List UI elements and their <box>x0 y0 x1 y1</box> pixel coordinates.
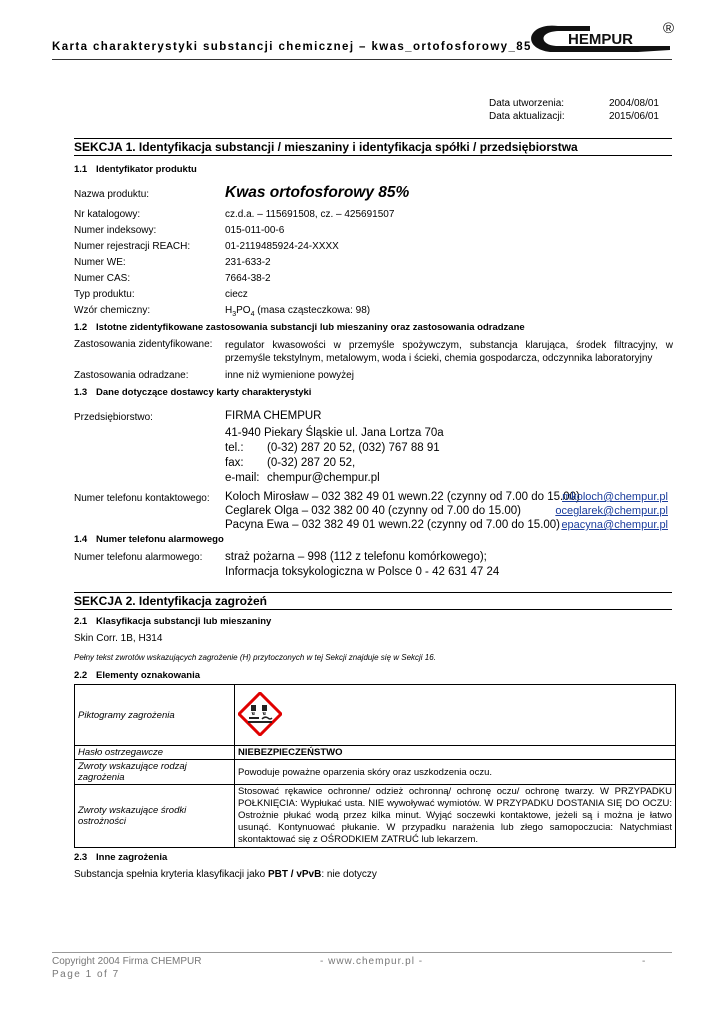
emergency-phone-1: straż pożarna – 998 (112 z telefonu komórkowego); <box>225 551 487 563</box>
footer-divider <box>52 952 672 953</box>
field-label: Numer WE: <box>74 257 126 268</box>
field-value: ciecz <box>225 289 248 300</box>
subsection-2-1: 2.1 Klasyfikacja substancji lub mieszaniny <box>74 616 272 627</box>
formula-value: $H_3PO_4$ (masa cząsteczkowa: 98) <box>225 305 371 318</box>
identified-uses-label: Zastosowania zidentyfikowane: <box>74 339 213 350</box>
document-header-title: Karta charakterystyki substancji chemicznej – kwas_ortofosforowy_85 <box>52 41 532 53</box>
registered-mark: ® <box>663 20 675 37</box>
field-label: Typ produktu: <box>74 289 135 300</box>
date-updated: Data aktualizacji: 2015/06/01 <box>489 111 659 122</box>
company-email: e-mail: chempur@chempur.pl <box>225 472 380 484</box>
subsection-1-4: 1.4 Numer telefonu alarmowego <box>74 534 224 545</box>
field-value: 01-2119485924-24-XXXX <box>225 241 339 252</box>
subsection-2-3: 2.3 Inne zagrożenia <box>74 852 168 863</box>
subsection-1-2: 1.2 Istotne zidentyfikowane zastosowania substancji lub mieszaniny oraz zastosowania odradzane <box>74 322 525 333</box>
subsection-1-1: 1.1 Identyfikator produktu <box>74 164 197 175</box>
footer-page-number: Page 1 of 7 <box>52 969 120 980</box>
corrosion-pictogram-icon <box>238 728 282 739</box>
signal-word-label: Hasło ostrzegawcze <box>75 746 235 760</box>
table-row <box>75 760 676 785</box>
product-name: Kwas ortofosforowy 85% <box>225 184 410 201</box>
pictograms-label: Piktogramy zagrożenia <box>75 685 235 746</box>
company-label: Przedsiębiorstwo: <box>74 412 153 423</box>
contact-phone-label: Numer telefonu kontaktowego: <box>74 493 210 504</box>
footer-copyright: Copyright 2004 Firma CHEMPUR <box>52 956 202 967</box>
logo-text: HEMPUR <box>568 31 634 48</box>
formula-label: Wzór chemiczny: <box>74 305 151 316</box>
field-value: 7664-38-2 <box>225 273 271 284</box>
subsection-2-2: 2.2 Elementy oznakowania <box>74 670 201 681</box>
contact-email-link[interactable]: epacyna@chempur.pl <box>561 519 668 531</box>
h-statements-note: Pełny tekst zwrotów wskazujących zagrożenie (H) przytoczonych w tej Sekcji znajduje się w Sekcji 16. <box>74 653 436 662</box>
date-created: Data utworzenia: 2004/08/01 <box>489 98 659 109</box>
contact-email-link[interactable]: mkoloch@chempur.pl <box>562 491 668 503</box>
precautionary-statements-value: Stosować rękawice ochronne/ odzież ochronną/ ochronę oczu/ ochronę twarzy. W PRZYPADKU POŁKNIĘCIA: Wypłukać usta. NIE wywoływać wymiotów. W PRZYPADKU DOSTANIA SIĘ DO OCZU: Ostrożnie płukać wodą przez kilka minut. Wyjąć soczewki kontaktowe, jeżeli są i można je łatwo usunąć. Kontynuować płukanie. W przypadku narażenia lub złego samopoczucia: Natychmiast skontaktować się z OŚRODKIEM ZATRUĆ lub lekarzem. <box>235 785 676 848</box>
hazard-statements-value: Powoduje poważne oparzenia skóry oraz uszkodzenia oczu. <box>235 760 676 785</box>
table-row <box>75 785 676 848</box>
table-row <box>75 746 676 760</box>
document-dates <box>489 97 659 123</box>
field-value: cz.d.a. – 115691508, cz. – 425691507 <box>225 209 395 220</box>
emergency-phone-label: Numer telefonu alarmowego: <box>74 552 203 563</box>
section-1-title: SEKCJA 1. Identyfikacja substancji / mieszaniny i identyfikacja spółki / przedsiębiorstwa <box>74 138 672 156</box>
company-tel: tel.: (0-32) 287 20 52, (032) 767 88 91 <box>225 442 440 454</box>
field-label: Numer indeksowy: <box>74 225 157 236</box>
contact-person: Ceglarek Olga – 032 382 00 40 (czynny od 7.00 do 15.00) <box>225 505 522 517</box>
table-row <box>75 685 676 746</box>
contact-person: Pacyna Ewa – 032 382 49 01 wewn.22 (czynny od 7.00 do 15.00) <box>225 519 561 531</box>
label-elements-table <box>74 684 676 848</box>
chempur-logo <box>520 18 690 58</box>
field-label: Nr katalogowy: <box>74 209 141 220</box>
field-label: Numer CAS: <box>74 273 131 284</box>
signal-word-value: NIEBEZPIECZEŃSTWO <box>235 746 676 760</box>
advised-against-value: inne niż wymienione powyżej <box>225 370 354 381</box>
subsection-1-3: 1.3 Dane dotyczące dostawcy karty charakterystyki <box>74 387 312 398</box>
header-divider <box>52 59 672 60</box>
company-name: FIRMA CHEMPUR <box>225 410 322 422</box>
classification: Skin Corr. 1B, H314 <box>74 633 163 644</box>
footer-website: - www.chempur.pl - <box>320 956 424 967</box>
section-2-title: SEKCJA 2. Identyfikacja zagrożeń <box>74 592 672 610</box>
company-address: 41-940 Piekary Śląskie ul. Jana Lortza 70a <box>225 427 444 439</box>
field-label: Numer rejestracji REACH: <box>74 241 191 252</box>
hazard-statements-label: Zwroty wskazujące rodzaj zagrożenia <box>75 760 235 785</box>
footer-dash: - <box>642 956 646 967</box>
advised-against-label: Zastosowania odradzane: <box>74 370 189 381</box>
emergency-phone-2: Informacja toksykologiczna w Polsce 0 - 42 631 47 24 <box>225 566 500 578</box>
field-value: 015-011-00-6 <box>225 225 285 236</box>
identified-uses-value: regulator kwasowości w przemyśle spożywczym, substancja klarująca, środek filtracyjny, w przemyśle tekstylnym, metalowym, woda i ścieki, chemia gospodarcza, odczynnika laboratoryjny <box>225 340 673 364</box>
contact-email-link[interactable]: oceglarek@chempur.pl <box>555 505 668 517</box>
product-name-label: Nazwa produktu: <box>74 189 150 200</box>
field-value: 231-633-2 <box>225 257 271 268</box>
precautionary-statements-label: Zwroty wskazujące środki ostrożności <box>75 785 235 848</box>
company-fax: fax: (0-32) 287 20 52, <box>225 457 356 469</box>
contact-person: Koloch Mirosław – 032 382 49 01 wewn.22 (czynny od 7.00 do 15.00) <box>225 491 580 503</box>
pbt-statement: Substancja spełnia kryteria klasyfikacji jako PBT / vPvB: nie dotyczy <box>74 869 377 880</box>
pictograms-cell <box>235 685 676 746</box>
